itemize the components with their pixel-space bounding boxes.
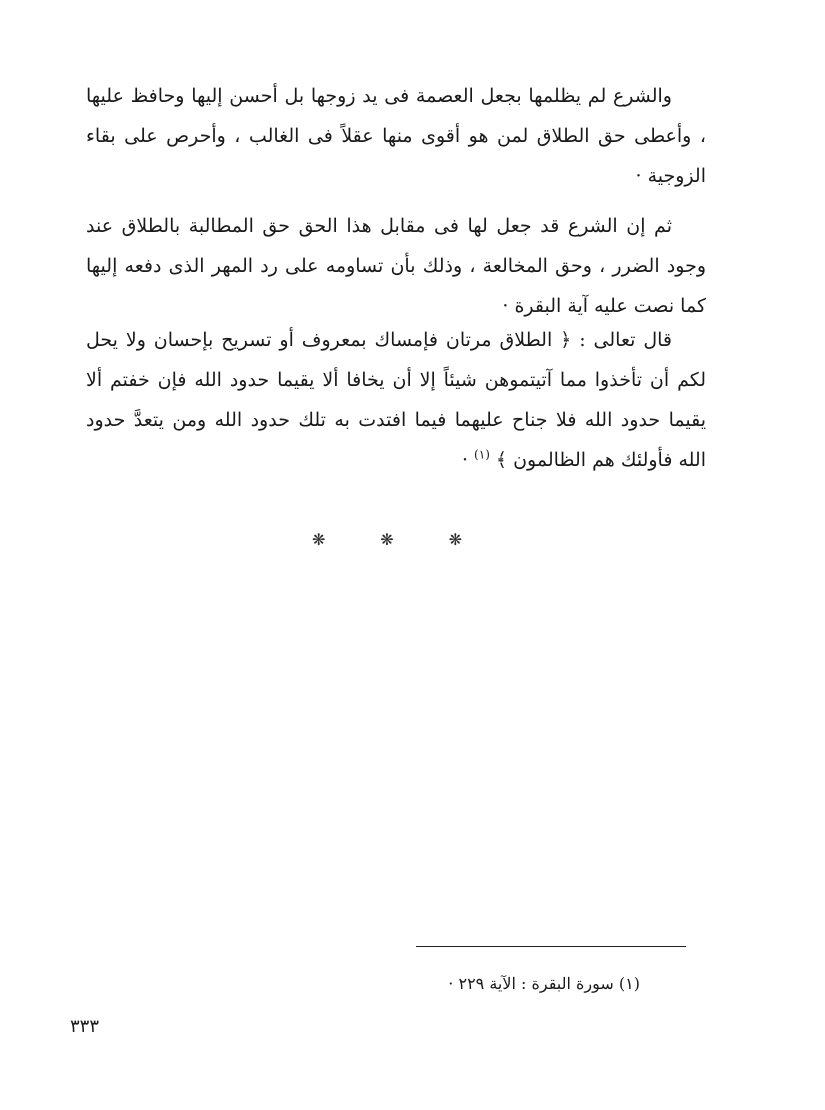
paragraph-guardianship xyxy=(86,76,706,196)
quote-end-mark: · xyxy=(461,449,475,471)
quote-body: قال تعالى : ﴿ الطلاق مرتان فإمساك بمعروف أو تسريح بإحسان ولا يحل لكم أن تأخذوا مما آتيتموهن شيئاً إلا أن يخافا ألا يقيما حدود الله فإن خفتم ألا يقيما حدود الله فلا جناح عليهما فيما افتدت به تلك حدود الله ومن يتعدَّ حدود الله فأولئك هم الظالمون ﴾ xyxy=(86,329,706,471)
paragraph-quran-quote xyxy=(86,320,706,480)
asterism-icon: ❋ xyxy=(380,530,394,549)
paragraph-text: ثم إن الشرع قد جعل لها فى مقابل هذا الحق حق المطالبة بالطلاق عند وجود الضرر ، وحق المخالعة ، وذلك بأن تساومه على رد المهر الذى دفعه إليها كما نصت عليه آية البقرة · xyxy=(86,215,706,317)
footnote: (١) سورة البقرة : الآية ٢٢٩ · xyxy=(448,974,640,993)
footnote-divider xyxy=(416,946,686,947)
footnote-reference: (١) xyxy=(474,447,490,462)
quote-text xyxy=(86,320,706,480)
asterism-icon: ❋ xyxy=(312,530,326,549)
paragraph-divorce-right xyxy=(86,206,706,326)
paragraph-text: والشرع لم يظلمها بجعل العصمة فى يد زوجها بل أحسن إليها وحافظ عليها ، وأعطى حق الطلاق لمن هو أقوى منها عقلاً فى الغالب ، وأحرص على بقاء الزوجية · xyxy=(86,85,706,187)
page-number: ٣٣٣ xyxy=(70,1016,100,1037)
section-separator xyxy=(312,530,462,549)
asterism-icon: ❋ xyxy=(448,530,462,549)
